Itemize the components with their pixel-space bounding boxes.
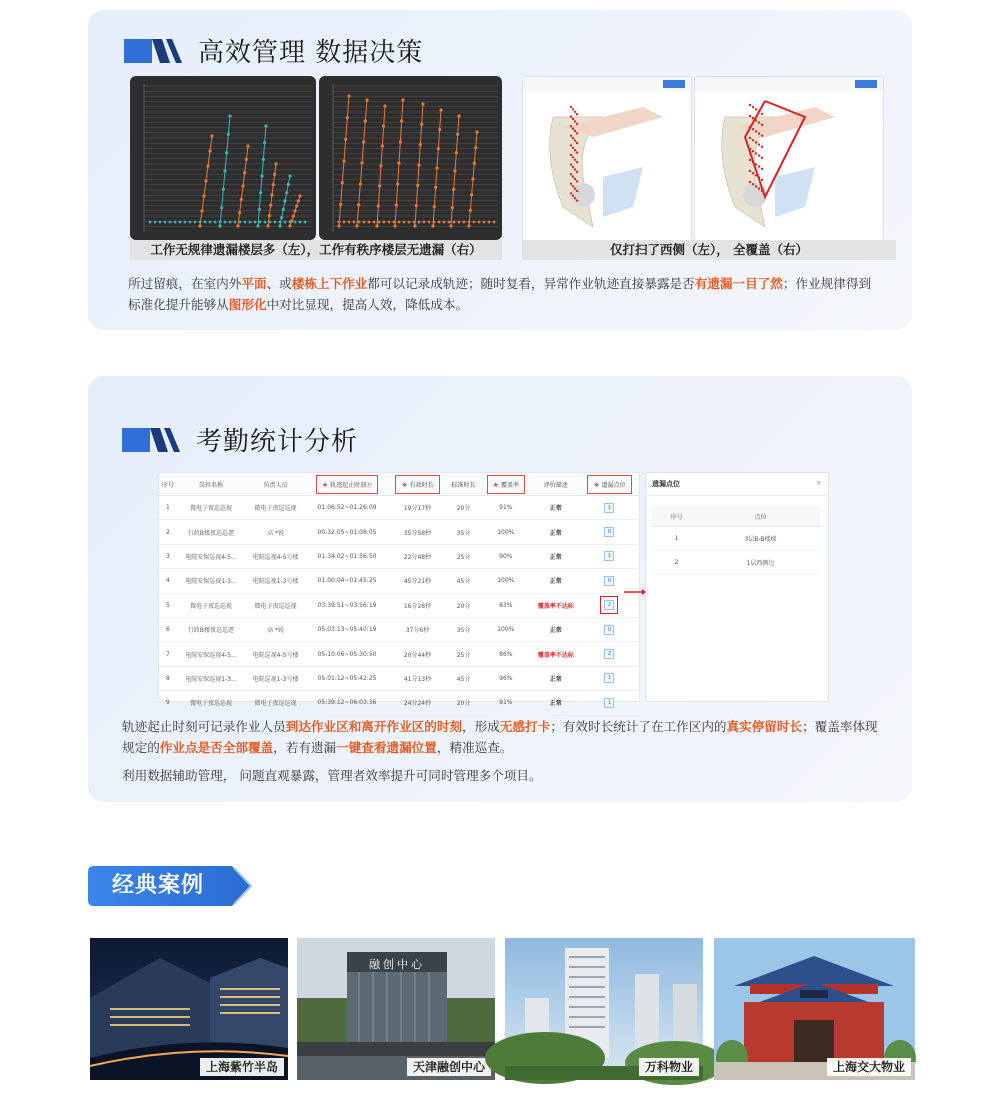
table-cell: 05:03:13~05:40:19 — [306, 617, 388, 641]
case-photo-sjtu[interactable] — [714, 938, 915, 1080]
table-cell: 微电子夜巡巡视 — [177, 691, 245, 715]
description-text: ；覆盖率体现规定的 — [122, 719, 878, 755]
star-icon: ★ — [492, 480, 499, 489]
table-cell: 25分 — [447, 544, 480, 568]
table-cell: 1 — [159, 496, 177, 520]
table-cell: 9 — [159, 691, 177, 715]
table-cell: 91% — [480, 691, 531, 715]
description-text: 中对比显现，提高人效，降低成本。 — [266, 297, 469, 312]
table-cell: 微电子夜巡巡视 — [245, 691, 306, 715]
table-cell: 01:34:02~01:56:50 — [306, 544, 388, 568]
table-header-cell: 序号 — [159, 473, 177, 496]
table-cell: 微电子夜巡巡视 — [177, 496, 245, 520]
table-cell: 微电子夜巡巡视 — [245, 496, 306, 520]
table-cell: 20分 — [447, 496, 480, 520]
table-cell: 6 — [159, 617, 177, 641]
trace-chart-irregular-svg — [130, 76, 316, 240]
description-text: ，精准巡查。 — [436, 740, 513, 755]
table-cell: 100% — [480, 520, 531, 544]
star-icon: ★ — [321, 480, 329, 489]
table-cell: 96% — [480, 666, 531, 690]
section1-description — [128, 273, 880, 315]
table-cell: 电院安保巡视1-3... — [177, 666, 245, 690]
table-cell: 20分44秒 — [388, 642, 447, 666]
description-text: 都可以记录成轨迹；随时复看，异常作业轨迹直接暴露是否 — [367, 276, 695, 291]
section-title-text: 考勤统计分析 — [196, 427, 359, 457]
table-cell[interactable]: 1 — [580, 496, 639, 520]
popup-cell: 1 — [652, 527, 701, 551]
table-cell: 正常 — [531, 617, 579, 641]
table-row — [159, 544, 639, 568]
case-label: 上海紫竹半岛 — [200, 1058, 284, 1076]
case-label: 上海交大物业 — [827, 1058, 911, 1076]
table-cell: 45分21秒 — [388, 569, 447, 593]
case-photo-zizhu[interactable] — [90, 938, 288, 1080]
table-cell: 01:00:04~01:45:25 — [306, 569, 388, 593]
table-cell[interactable]: 1 — [580, 691, 639, 715]
table-cell: 5 — [159, 593, 177, 617]
table-cell: 2 — [159, 520, 177, 544]
table-header-cell: ★ 轨迹起止时刻⓪ — [306, 473, 388, 496]
table-header-cell: 评价描述 — [531, 473, 579, 496]
table-cell: 03:39:51~03:56:19 — [306, 593, 388, 617]
table-cell: 正常 — [531, 666, 579, 690]
table-cell: 25分 — [447, 642, 480, 666]
table-header-cell: ★ 遗漏点位 — [580, 473, 639, 496]
table-cell: 45分 — [447, 569, 480, 593]
table-cell: 电院安保巡视1-3... — [177, 569, 245, 593]
table-cell: 行政B楼夜巡巡逻 — [177, 617, 245, 641]
table-cell: 电院安保巡视4-5... — [177, 544, 245, 568]
case-label: 天津融创中心 — [407, 1058, 491, 1076]
description-text: 、或 — [266, 276, 292, 291]
arrow-to-popup-icon — [610, 586, 646, 598]
section-title-attendance — [122, 421, 358, 458]
highlight-text: 到达作业区和离开作业区的时刻 — [285, 719, 463, 734]
highlight-text: 有遗漏一目了然 — [694, 276, 783, 291]
highlight-text: 作业点是否全部覆盖 — [159, 740, 274, 755]
description-text: ；作业规律得到标准化提升能够从 — [128, 276, 872, 312]
table-row — [159, 593, 639, 617]
table-cell: 正常 — [531, 496, 579, 520]
table-cell: 4 — [159, 569, 177, 593]
table-cell: 05:10:06~05:30:50 — [306, 642, 388, 666]
description-text: ，若有遗漏 — [273, 740, 337, 755]
case-photo-tianjin[interactable] — [297, 938, 495, 1080]
table-header-cell: 负责人员 — [245, 473, 306, 496]
trace-chart-regular — [319, 76, 502, 240]
trace-chart-regular-svg — [319, 76, 502, 240]
table-cell: 正常 — [531, 520, 579, 544]
case-label: 万科物业 — [639, 1058, 699, 1076]
table-cell: 19分17秒 — [388, 496, 447, 520]
table-cell: 16分28秒 — [388, 593, 447, 617]
table-cell: 37分6秒 — [388, 617, 447, 641]
missed-points-dialog-title: 遗漏点位 — [652, 480, 680, 488]
star-icon: ★ — [401, 480, 408, 489]
table-cell: 微电子夜巡巡视 — [177, 593, 245, 617]
table-cell[interactable]: 1 — [580, 666, 639, 690]
table-cell: 7 — [159, 642, 177, 666]
table-cell: 22分48秒 — [388, 544, 447, 568]
cases-banner-title: 经典案例 — [111, 873, 204, 898]
table-cell[interactable]: 1 — [580, 544, 639, 568]
table-cell: 24分24秒 — [388, 691, 447, 715]
table-cell: 电院巡视4-5号楼 — [245, 544, 306, 568]
popup-cell: 3层B-B楼梯 — [701, 527, 820, 551]
table-row — [159, 617, 639, 641]
floor-map-caption: 仅打扫了西侧（左）， 全覆盖（右） — [522, 240, 896, 260]
table-header-cell: ★ 有效时长 — [388, 473, 447, 496]
case-photo-vanke[interactable] — [505, 938, 703, 1080]
table-cell: 8 — [159, 666, 177, 690]
popup-header-cell: 点位 — [701, 506, 820, 527]
table-cell[interactable]: 0 — [580, 569, 639, 593]
highlight-text: 真实停留时长 — [726, 719, 803, 734]
table-row — [159, 691, 639, 715]
table-cell: 正常 — [531, 569, 579, 593]
table-cell: 20分 — [447, 691, 480, 715]
table-cell: 83% — [480, 593, 531, 617]
table-cell: 86% — [480, 642, 531, 666]
highlight-text: 无感打卡 — [499, 719, 551, 734]
table-cell: 电院巡视1-3号楼 — [245, 666, 306, 690]
section-title-text: 高效管理 数据决策 — [198, 38, 424, 68]
table-row — [159, 569, 639, 593]
attendance-table — [158, 472, 640, 708]
cases-banner — [88, 866, 252, 906]
popup-cell: 2 — [652, 551, 701, 575]
highlight-text: 楼栋上下作业 — [291, 276, 368, 291]
section-stripes-icon — [122, 425, 182, 455]
table-row — [159, 520, 639, 544]
popup-cell: 1层西侧边 — [701, 551, 820, 575]
table-cell: 覆盖率不达标 — [531, 642, 579, 666]
table-cell: 行政B楼夜巡巡逻 — [177, 520, 245, 544]
floor-map-full-coverage — [694, 76, 884, 242]
highlight-text: 平面 — [241, 276, 267, 291]
table-cell: 05:01:12~05:42:25 — [306, 666, 388, 690]
section2-description — [122, 716, 882, 758]
table-cell[interactable]: 0 — [580, 520, 639, 544]
table-cell: 电院巡视1-3号楼 — [245, 569, 306, 593]
highlight-text: 一键查看遗漏位置 — [336, 740, 437, 755]
table-cell: 正常 — [531, 691, 579, 715]
table-cell[interactable]: 0 — [580, 617, 639, 641]
section2-summary: 利用数据辅助管理， 问题直观暴露，管理者效率提升可同时管理多个项目。 — [122, 768, 542, 783]
floor-map-west-only-svg — [523, 77, 691, 241]
table-header-cell: 岗位名称 — [177, 473, 245, 496]
section-stripes-icon — [124, 36, 184, 66]
description-text: ；有效时长统计了在工作区内的 — [550, 719, 727, 734]
trace-chart-irregular — [130, 76, 316, 240]
table-row — [159, 642, 639, 666]
table-cell[interactable]: 2 — [580, 593, 639, 617]
attendance-table-header — [159, 473, 639, 496]
table-cell[interactable]: 2 — [580, 642, 639, 666]
table-cell: 微电子夜巡巡视 — [245, 593, 306, 617]
table-cell: 35分58秒 — [388, 520, 447, 544]
table-cell: 35分 — [447, 520, 480, 544]
star-icon: ★ — [593, 480, 600, 489]
popup-header-cell: 序号 — [652, 506, 701, 527]
floor-map-west-only — [522, 76, 692, 242]
table-cell: 3 — [159, 544, 177, 568]
trace-chart-caption: 工作无规律遗漏楼层多（左），工作有秩序楼层无遗漏（右） — [130, 240, 502, 260]
table-cell: 100% — [480, 617, 531, 641]
table-cell: 100% — [480, 569, 531, 593]
table-cell: 91% — [480, 496, 531, 520]
table-cell: 高 *锐 — [245, 520, 306, 544]
table-header-cell: 标准时长 — [447, 473, 480, 496]
table-cell: 45分 — [447, 666, 480, 690]
table-cell: 电院安保巡视4-5... — [177, 642, 245, 666]
table-cell: 覆盖率不达标 — [531, 593, 579, 617]
description-text: ，形成 — [462, 719, 500, 734]
table-cell: 41分13秒 — [388, 666, 447, 690]
popup-row — [652, 527, 820, 551]
table-cell: 90% — [480, 544, 531, 568]
table-row — [159, 496, 639, 520]
table-row — [159, 666, 639, 690]
table-cell: 电院巡视4-5号楼 — [245, 642, 306, 666]
popup-row — [652, 551, 820, 575]
table-cell: 00:32:05~01:08:05 — [306, 520, 388, 544]
close-icon[interactable]: × — [816, 479, 822, 487]
table-cell: 20分 — [447, 593, 480, 617]
table-cell: 高 *锐 — [245, 617, 306, 641]
table-cell: 05:39:12~06:03:36 — [306, 691, 388, 715]
tianjin-building-sign: 融创中心 — [369, 958, 425, 971]
section-title-efficient-management — [124, 32, 423, 69]
table-cell: 正常 — [531, 544, 579, 568]
table-header-cell: ★ 覆盖率 — [480, 473, 531, 496]
floor-map-full-coverage-svg — [695, 77, 883, 241]
highlight-text: 图形化 — [228, 297, 267, 312]
description-text: 所过留痕，在室内外 — [128, 276, 242, 291]
missed-points-dialog — [645, 472, 829, 702]
description-text: 轨迹起止时刻可记录作业人员 — [122, 719, 286, 734]
table-cell: 01:06:52~01:26:09 — [306, 496, 388, 520]
table-cell: 35分 — [447, 617, 480, 641]
